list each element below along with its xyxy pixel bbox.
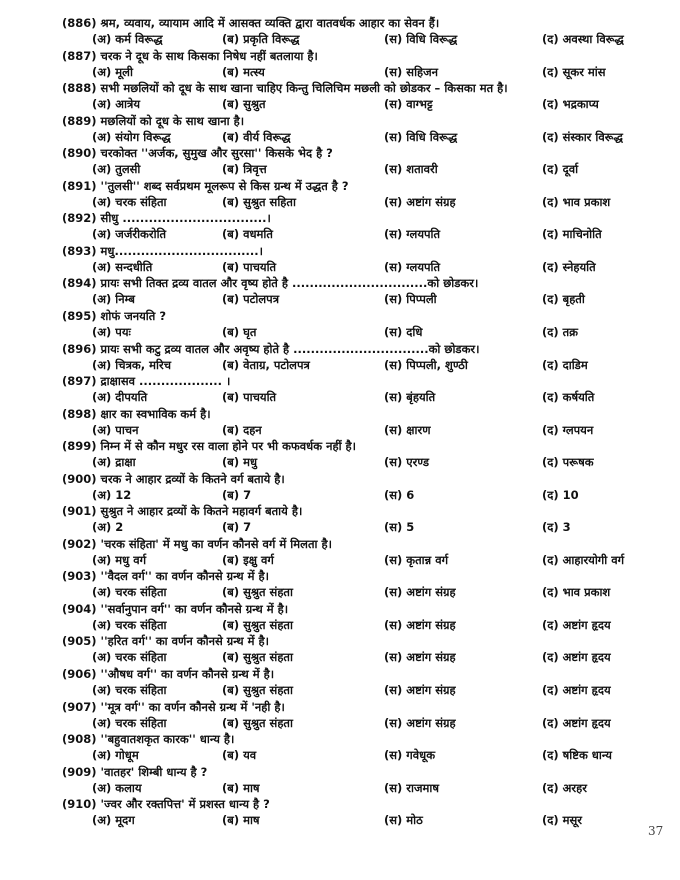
question-text xyxy=(62,373,230,389)
question-text xyxy=(62,341,479,357)
question-number: (887) xyxy=(62,48,97,63)
question-stem: ''वैदल वर्ग'' का वर्णन कौनसे ग्रन्थ में है। xyxy=(100,569,269,584)
question-text xyxy=(62,308,166,324)
option-4: (द) माचिनोति xyxy=(542,227,602,242)
option-4: (द) तक्र xyxy=(542,324,579,339)
question-stem: ''हरित वर्ग'' का वर्णन कौनसे ग्रन्थ में है। xyxy=(100,634,269,649)
option-1: (अ) कर्म विरूद्ध xyxy=(92,32,163,46)
question-number: (891) xyxy=(62,178,97,193)
option-2: (ब) सुश्रुत संहता xyxy=(222,617,293,632)
question-stem: 'ज्वर और रक्तपित्त' में प्रशस्त धान्य है ? xyxy=(100,797,270,812)
option-3: (स) मोठ xyxy=(384,813,423,828)
option-1: (अ) तुलसी xyxy=(92,162,141,177)
question-item xyxy=(62,699,662,730)
question-number: (886) xyxy=(62,16,97,30)
option-3: (स) ग्लयपति xyxy=(384,259,441,274)
options-row xyxy=(62,422,662,438)
question-text xyxy=(62,471,285,487)
question-item xyxy=(62,48,662,79)
option-3: (स) अष्टांग संग्रह xyxy=(384,585,456,600)
option-4: (द) षष्टिक धान्य xyxy=(542,748,612,763)
option-2: (ब) मधु xyxy=(222,455,258,470)
question-stem: चरक ने दूध के साथ किसका निषेध नहीं बतलाया है। xyxy=(100,48,318,63)
option-1: (अ) 2 xyxy=(92,520,124,535)
option-3: (स) पिप्पली, शुण्ठी xyxy=(384,357,468,372)
option-1: (अ) निम्ब xyxy=(92,292,135,307)
options-row xyxy=(62,519,662,535)
question-stem: सीधु .................................। xyxy=(100,211,271,226)
option-1: (अ) चरक संहिता xyxy=(92,650,167,665)
question-number: (909) xyxy=(62,764,97,779)
option-3: (स) शतावरी xyxy=(384,162,438,177)
question-number: (892) xyxy=(62,211,97,226)
question-text xyxy=(62,178,349,194)
option-3: (स) अष्टांग संग्रह xyxy=(384,650,456,665)
options-row xyxy=(62,389,662,405)
option-2: (ब) पटोलपत्र xyxy=(222,292,280,307)
option-3: (स) कृतान्न वर्ग xyxy=(384,552,449,567)
option-3: (स) विधि विरूद्ध xyxy=(384,129,458,144)
options-row xyxy=(62,64,662,80)
question-stem: ''तुलसी'' शब्द सर्वप्रथम मूलरूप से किस ग्रन्थ में उद्धत है ? xyxy=(100,178,349,193)
question-stem: 'वातहर' शिम्बी धान्य है ? xyxy=(100,764,208,779)
question-text xyxy=(62,243,263,259)
option-4: (द) संस्कार विरूद्ध xyxy=(542,129,623,144)
option-3: (स) अष्टांग संग्रह xyxy=(384,194,456,209)
question-number: (908) xyxy=(62,732,97,747)
options-row xyxy=(62,552,662,568)
question-number: (902) xyxy=(62,536,97,551)
question-item xyxy=(62,80,662,112)
option-1: (अ) चरक संहिता xyxy=(92,715,167,730)
option-4: (द) स्नेहयति xyxy=(542,259,596,274)
option-2: (ब) घृत xyxy=(222,324,257,339)
option-3: (स) अष्टांग संग्रह xyxy=(384,617,456,632)
question-item xyxy=(62,568,662,600)
question-item xyxy=(62,15,662,46)
question-stem: शोफं जनयति ? xyxy=(100,308,167,323)
question-item xyxy=(62,145,662,177)
question-text xyxy=(62,15,439,31)
option-1: (अ) कलाय xyxy=(92,780,142,795)
question-stem: चरक ने आहार द्रव्यों के कितने वर्ग बताये है। xyxy=(100,471,285,486)
options-row xyxy=(62,31,662,47)
question-item xyxy=(62,633,662,665)
question-number: (897) xyxy=(62,374,97,389)
question-text xyxy=(62,503,302,519)
question-item xyxy=(62,601,662,632)
option-1: (अ) चरक संहिता xyxy=(92,585,167,600)
option-4: (द) अष्टांग हृदय xyxy=(542,715,611,730)
option-3: (स) अष्टांग संग्रह xyxy=(384,683,456,697)
option-3: (स) पिप्पली xyxy=(384,292,437,307)
option-4: (द) दूर्वा xyxy=(542,162,579,177)
question-item xyxy=(62,275,662,307)
option-4: (द) भद्रकाप्य xyxy=(542,97,599,112)
option-2: (ब) इक्षु वर्ग xyxy=(222,552,274,567)
question-number: (901) xyxy=(62,504,97,519)
option-3: (स) राजमाष xyxy=(384,780,440,795)
options-row xyxy=(62,194,662,210)
question-stem: श्रम, व्यवाय, व्यायाम आदि में आसक्त व्यक्ति द्वारा वातवर्धक आहार का सेवन हैं। xyxy=(100,16,440,30)
options-row xyxy=(62,649,662,665)
question-stem: 'चरक संहिता' में मधु का वर्णन कौनसे वर्ग में मिलता है। xyxy=(100,536,332,551)
options-row xyxy=(62,812,662,828)
option-1: (अ) द्राक्षा xyxy=(92,455,136,470)
options-row xyxy=(62,324,662,340)
option-1: (अ) चित्रक, मरिच xyxy=(92,357,171,372)
option-2: (ब) वधमति xyxy=(222,227,273,242)
options-row xyxy=(62,487,662,503)
option-1: (अ) चरक संहिता xyxy=(92,617,167,632)
option-2: (ब) सुश्रुत xyxy=(222,97,266,112)
option-2: (ब) मत्स्य xyxy=(222,64,265,79)
question-text xyxy=(62,275,478,291)
options-row xyxy=(62,780,662,796)
option-4: (द) सूकर मांस xyxy=(542,64,606,79)
question-stem: प्रायः सभी तिक्त द्रव्य वातल और वृष्य होते है ...............................को छोडकर। xyxy=(100,276,479,291)
option-2: (ब) पाचयति xyxy=(222,390,277,405)
option-3: (स) विधि विरूद्ध xyxy=(384,32,458,46)
option-1: (अ) चरक संहिता xyxy=(92,683,167,697)
option-2: (ब) वेताग्र, पटोलपत्र xyxy=(222,357,310,372)
options-row xyxy=(62,682,662,698)
option-4: (द) अष्टांग हृदय xyxy=(542,617,611,632)
question-item xyxy=(62,341,662,372)
option-3: (स) 5 xyxy=(384,520,415,535)
option-3: (स) बृंहयति xyxy=(384,390,436,405)
options-row xyxy=(62,259,662,275)
question-item xyxy=(62,406,662,437)
options-row xyxy=(62,747,662,763)
question-stem: मछलियों को दूध के साथ खाना है। xyxy=(100,113,245,128)
option-4: (द) अवस्था विरूद्ध xyxy=(542,32,624,46)
question-stem: मधु.................................। xyxy=(100,243,264,258)
option-1: (अ) मधु वर्ग xyxy=(92,552,147,567)
question-item xyxy=(62,536,662,567)
option-2: (ब) प्रकृति विरूद्ध xyxy=(222,32,300,46)
options-row xyxy=(62,584,662,600)
option-2: (ब) पाचयति xyxy=(222,259,277,274)
option-1: (अ) सन्दधीति xyxy=(92,259,153,274)
option-2: (ब) माष xyxy=(222,813,260,828)
options-row xyxy=(62,161,662,177)
option-2: (ब) सुश्रुत संहता xyxy=(222,715,293,730)
option-4: (द) कर्षयति xyxy=(542,390,595,405)
option-1: (अ) दीपयति xyxy=(92,390,148,405)
option-4: (द) मसूर xyxy=(542,813,582,828)
question-text xyxy=(62,113,244,129)
question-text xyxy=(62,796,270,812)
question-stem: ''बहुवातशकृत कारक'' धान्य है। xyxy=(100,732,235,747)
option-2: (ब) 7 xyxy=(222,487,252,502)
option-4: (द) बृहती xyxy=(542,292,585,307)
option-3: (स) गवेधूक xyxy=(384,748,436,763)
question-number: (890) xyxy=(62,146,97,161)
option-3: (स) 6 xyxy=(384,487,415,502)
question-item xyxy=(62,113,662,144)
question-text xyxy=(62,536,332,552)
question-number: (906) xyxy=(62,667,97,681)
question-number: (898) xyxy=(62,406,97,421)
question-number: (889) xyxy=(62,113,97,128)
option-2: (ब) सुश्रुत संहता xyxy=(222,650,293,665)
option-4: (द) अष्टांग हृदय xyxy=(542,683,611,697)
question-stem: ''सर्वानुपान वर्ग'' का वर्णन कौनसे ग्रन्थ में है। xyxy=(100,601,289,616)
question-number: (896) xyxy=(62,341,97,356)
question-number: (907) xyxy=(62,699,97,714)
question-stem: निम्न में से कौन मधुर रस वाला होने पर भी कफवर्धक नहीं है। xyxy=(100,439,357,454)
option-2: (ब) माष xyxy=(222,780,260,795)
question-text xyxy=(62,80,508,96)
question-stem: चरकोक्त ''अर्जक, सुमुख और सुरसा'' किसके भेद है ? xyxy=(100,146,333,161)
option-2: (ब) सुश्रुत सहिता xyxy=(222,194,296,209)
option-4: (द) भाव प्रकाश xyxy=(542,194,611,209)
option-1: (अ) मूली xyxy=(92,64,133,79)
option-4: (द) दाडिम xyxy=(542,357,588,372)
option-2: (ब) यव xyxy=(222,748,257,763)
option-3: (स) ग्लयपति xyxy=(384,227,441,242)
option-1: (अ) मूदग xyxy=(92,813,135,828)
page-number: 37 xyxy=(648,824,664,838)
options-row xyxy=(62,715,662,731)
option-3: (स) अष्टांग संग्रह xyxy=(384,715,456,730)
option-3: (स) सहिजन xyxy=(384,64,439,79)
option-1: (अ) चरक संहिता xyxy=(92,194,167,209)
question-number: (895) xyxy=(62,308,97,323)
option-2: (ब) 7 xyxy=(222,520,252,535)
options-row xyxy=(62,617,662,633)
options-row xyxy=(62,291,662,307)
option-2: (ब) त्रिवृत्त xyxy=(222,162,267,177)
option-4: (द) अरहर xyxy=(542,780,587,795)
option-1: (अ) पाचन xyxy=(92,422,139,437)
options-row xyxy=(62,454,662,470)
question-text xyxy=(62,601,288,617)
question-item xyxy=(62,796,662,828)
question-text xyxy=(62,568,269,584)
option-2: (ब) दहन xyxy=(222,422,262,437)
question-number: (893) xyxy=(62,243,97,258)
options-row xyxy=(62,96,662,112)
option-1: (अ) संयोग विरूद्ध xyxy=(92,129,171,144)
question-item xyxy=(62,764,662,795)
option-4: (द) परूषक xyxy=(542,455,594,470)
option-3: (स) एरण्ड xyxy=(384,455,429,470)
question-number: (905) xyxy=(62,634,97,649)
question-text xyxy=(62,48,318,64)
question-text xyxy=(62,210,271,226)
question-stem: क्षार का स्वभाविक कर्म है। xyxy=(100,406,211,421)
option-4: (द) भाव प्रकाश xyxy=(542,585,611,600)
question-text xyxy=(62,633,269,649)
question-item xyxy=(62,503,662,535)
option-4: (द) आहारयोगी वर्ग xyxy=(542,552,625,567)
question-number: (904) xyxy=(62,601,97,616)
question-number: (899) xyxy=(62,439,97,454)
question-text xyxy=(62,438,356,454)
question-text xyxy=(62,731,234,747)
option-1: (अ) पयः xyxy=(92,324,131,339)
option-1: (अ) 12 xyxy=(92,487,132,502)
option-1: (अ) जर्जरीकरोति xyxy=(92,227,167,242)
question-text xyxy=(62,764,207,780)
option-1: (अ) गोधूम xyxy=(92,748,139,763)
question-text xyxy=(62,406,211,422)
option-4: (द) ग्लपयन xyxy=(542,422,594,437)
question-item xyxy=(62,210,662,242)
question-stem: प्रायः सभी कटु द्रव्य वातल और अवृष्य होते है ...............................को छोडकर। xyxy=(100,341,480,356)
option-3: (स) वाग्भट्ट xyxy=(384,97,433,112)
question-number: (910) xyxy=(62,797,97,812)
option-2: (ब) वीर्य विरूद्ध xyxy=(222,129,291,144)
question-item xyxy=(62,438,662,470)
option-3: (स) दधि xyxy=(384,324,423,339)
question-stem: सुश्रुत ने आहार द्रव्यों के कितने महावर्ग बताये है। xyxy=(100,504,303,519)
option-4: (द) अष्टांग हृदय xyxy=(542,650,611,665)
question-stem: सभी मछलियों को दूध के साथ खाना चाहिए किन्तु चिलिचिम मछली को छोडकर – किसका मत है। xyxy=(100,81,508,96)
options-row xyxy=(62,357,662,373)
question-number: (888) xyxy=(62,81,97,96)
option-3: (स) क्षारण xyxy=(384,422,431,437)
options-row xyxy=(62,226,662,242)
question-item xyxy=(62,178,662,209)
question-text xyxy=(62,145,333,161)
option-4: (द) 3 xyxy=(542,520,571,535)
question-item xyxy=(62,308,662,339)
question-stem: ''औषध वर्ग'' का वर्णन कौनसे ग्रन्थ में है। xyxy=(100,667,275,681)
option-2: (ब) सुश्रुत संहता xyxy=(222,683,293,697)
question-item xyxy=(62,243,662,274)
question-text xyxy=(62,666,274,682)
option-1: (अ) आत्रेय xyxy=(92,97,141,112)
option-4: (द) 10 xyxy=(542,487,579,502)
options-row xyxy=(62,129,662,145)
question-number: (903) xyxy=(62,569,97,584)
question-number: (900) xyxy=(62,471,97,486)
question-number: (894) xyxy=(62,276,97,291)
question-item xyxy=(62,666,662,697)
question-text xyxy=(62,699,285,715)
option-2: (ब) सुश्रुत संहता xyxy=(222,585,293,600)
question-stem: ''मूत्र वर्ग'' का वर्णन कौनसे ग्रन्थ में 'नही है। xyxy=(100,699,285,714)
question-item xyxy=(62,731,662,763)
question-stem: द्राक्षासव ................... । xyxy=(100,374,231,389)
question-item xyxy=(62,373,662,405)
question-item xyxy=(62,471,662,502)
